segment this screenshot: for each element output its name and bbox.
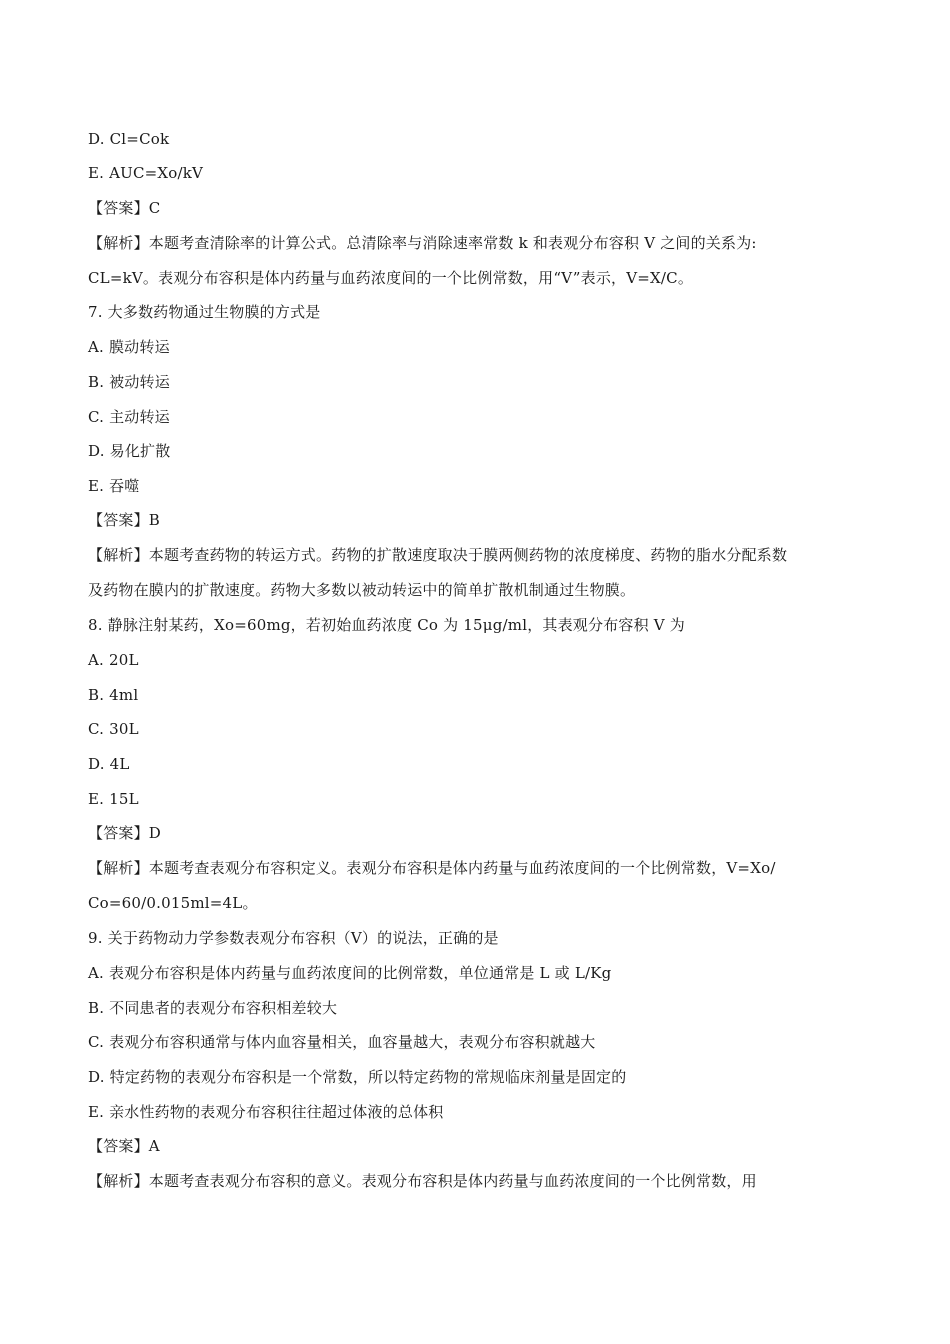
explanation-q8-line1: 【解析】本题考查表观分布容积定义。表观分布容积是体内药量与血药浓度间的一个比例常数，V=Xo/: [88, 859, 776, 877]
option-b-q8: B. 4ml: [88, 686, 139, 704]
option-b-q7: B. 被动转运: [88, 373, 170, 391]
answer-q6: 【答案】C: [88, 199, 161, 217]
question-7: 7. 大多数药物通过生物膜的方式是: [88, 303, 321, 321]
option-e-q7: E. 吞噬: [88, 477, 140, 495]
option-c-q7: C. 主动转运: [88, 408, 170, 426]
answer-q9: 【答案】A: [88, 1137, 160, 1155]
explanation-q6-line2: CL=kV。表观分布容积是体内药量与血药浓度间的一个比例常数，用“V”表示，V=X/C。: [88, 269, 694, 287]
option-c-q8: C. 30L: [88, 720, 139, 738]
option-d-q9: D. 特定药物的表观分布容积是一个常数，所以特定药物的常规临床剂量是固定的: [88, 1068, 627, 1086]
option-d-q6: D. Cl=Cok: [88, 130, 170, 148]
option-a-q8: A. 20L: [88, 651, 139, 669]
explanation-q8-line2: Co=60/0.015ml=4L。: [88, 894, 258, 912]
explanation-q9-line1: 【解析】本题考查表观分布容积的意义。表观分布容积是体内药量与血药浓度间的一个比例常数，用: [88, 1172, 757, 1190]
option-b-q9: B. 不同患者的表观分布容积相差较大: [88, 999, 338, 1017]
answer-q7: 【答案】B: [88, 511, 161, 529]
option-d-q8: D. 4L: [88, 755, 130, 773]
explanation-q6-line1: 【解析】本题考查清除率的计算公式。总清除率与消除速率常数 k 和表观分布容积 V 之间的关系为:: [88, 234, 757, 252]
option-e-q9: E. 亲水性药物的表观分布容积往往超过体液的总体积: [88, 1103, 444, 1121]
question-8: 8. 静脉注射某药，Xo=60mg，若初始血药浓度 Co 为 15μg/ml，其表观分布容积 V 为: [88, 616, 685, 634]
question-9: 9. 关于药物动力学参数表观分布容积（V）的说法，正确的是: [88, 929, 499, 947]
option-a-q7: A. 膜动转运: [88, 338, 170, 356]
explanation-q7-line2: 及药物在膜内的扩散速度。药物大多数以被动转运中的简单扩散机制通过生物膜。: [88, 581, 636, 599]
option-a-q9: A. 表观分布容积是体内药量与血药浓度间的比例常数，单位通常是 L 或 L/Kg: [88, 964, 612, 982]
option-e-q6: E. AUC=Xo/kV: [88, 164, 204, 182]
option-e-q8: E. 15L: [88, 790, 139, 808]
explanation-q7-line1: 【解析】本题考查药物的转运方式。药物的扩散速度取决于膜两侧药物的浓度梯度、药物的脂水分配系数: [88, 546, 788, 564]
option-c-q9: C. 表观分布容积通常与体内血容量相关，血容量越大，表观分布容积就越大: [88, 1033, 596, 1051]
answer-q8: 【答案】D: [88, 824, 162, 842]
option-d-q7: D. 易化扩散: [88, 442, 171, 460]
